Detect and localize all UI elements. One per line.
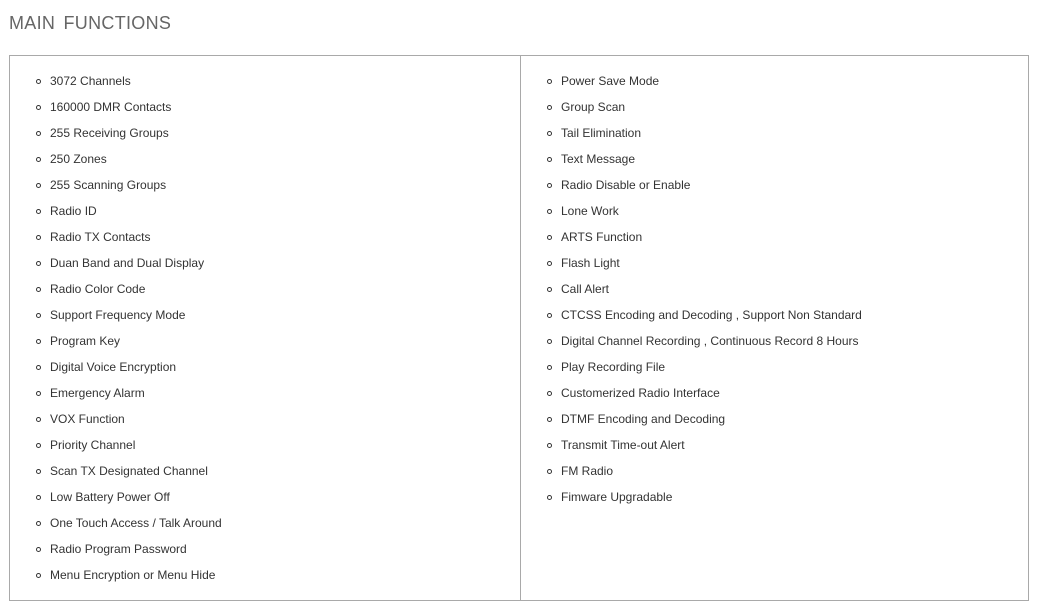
function-list-left bbox=[10, 73, 520, 593]
function-list-item: Radio Disable or Enable bbox=[521, 177, 1028, 203]
function-list-item: Radio Program Password bbox=[10, 541, 520, 567]
function-list-item: Flash Light bbox=[521, 255, 1028, 281]
function-list-item: Emergency Alarm bbox=[10, 385, 520, 411]
functions-table bbox=[9, 55, 1029, 601]
function-list-item: One Touch Access / Talk Around bbox=[10, 515, 520, 541]
function-list-right bbox=[521, 73, 1028, 515]
function-list-item: Duan Band and Dual Display bbox=[10, 255, 520, 281]
function-list-item: DTMF Encoding and Decoding bbox=[521, 411, 1028, 437]
function-list-item: Fimware Upgradable bbox=[521, 489, 1028, 515]
function-list-item: Priority Channel bbox=[10, 437, 520, 463]
function-list-item: Lone Work bbox=[521, 203, 1028, 229]
function-list-item: Radio TX Contacts bbox=[10, 229, 520, 255]
functions-column-right bbox=[521, 56, 1028, 600]
function-list-item: Scan TX Designated Channel bbox=[10, 463, 520, 489]
function-list-item: 255 Scanning Groups bbox=[10, 177, 520, 203]
function-list-item: Radio Color Code bbox=[10, 281, 520, 307]
function-list-item: Program Key bbox=[10, 333, 520, 359]
function-list-item: Radio ID bbox=[10, 203, 520, 229]
function-list-item: 250 Zones bbox=[10, 151, 520, 177]
function-list-item: Play Recording File bbox=[521, 359, 1028, 385]
functions-column-left bbox=[10, 56, 521, 600]
function-list-item: Digital Channel Recording , Continuous Record 8 Hours bbox=[521, 333, 1028, 359]
function-list-item: Text Message bbox=[521, 151, 1028, 177]
function-list-item: Support Frequency Mode bbox=[10, 307, 520, 333]
function-list-item: Call Alert bbox=[521, 281, 1028, 307]
function-list-item: Low Battery Power Off bbox=[10, 489, 520, 515]
function-list-item: Group Scan bbox=[521, 99, 1028, 125]
function-list-item: 3072 Channels bbox=[10, 73, 520, 99]
page-title: MAIN FUNCTIONS bbox=[9, 13, 172, 33]
function-list-item: 255 Receiving Groups bbox=[10, 125, 520, 151]
function-list-item: CTCSS Encoding and Decoding , Support Non Standard bbox=[521, 307, 1028, 333]
function-list-item: Digital Voice Encryption bbox=[10, 359, 520, 385]
function-list-item: ARTS Function bbox=[521, 229, 1028, 255]
function-list-item: Customerized Radio Interface bbox=[521, 385, 1028, 411]
function-list-item: VOX Function bbox=[10, 411, 520, 437]
function-list-item: FM Radio bbox=[521, 463, 1028, 489]
function-list-item: Power Save Mode bbox=[521, 73, 1028, 99]
function-list-item: Menu Encryption or Menu Hide bbox=[10, 567, 520, 593]
function-list-item: 160000 DMR Contacts bbox=[10, 99, 520, 125]
function-list-item: Tail Elimination bbox=[521, 125, 1028, 151]
function-list-item: Transmit Time-out Alert bbox=[521, 437, 1028, 463]
